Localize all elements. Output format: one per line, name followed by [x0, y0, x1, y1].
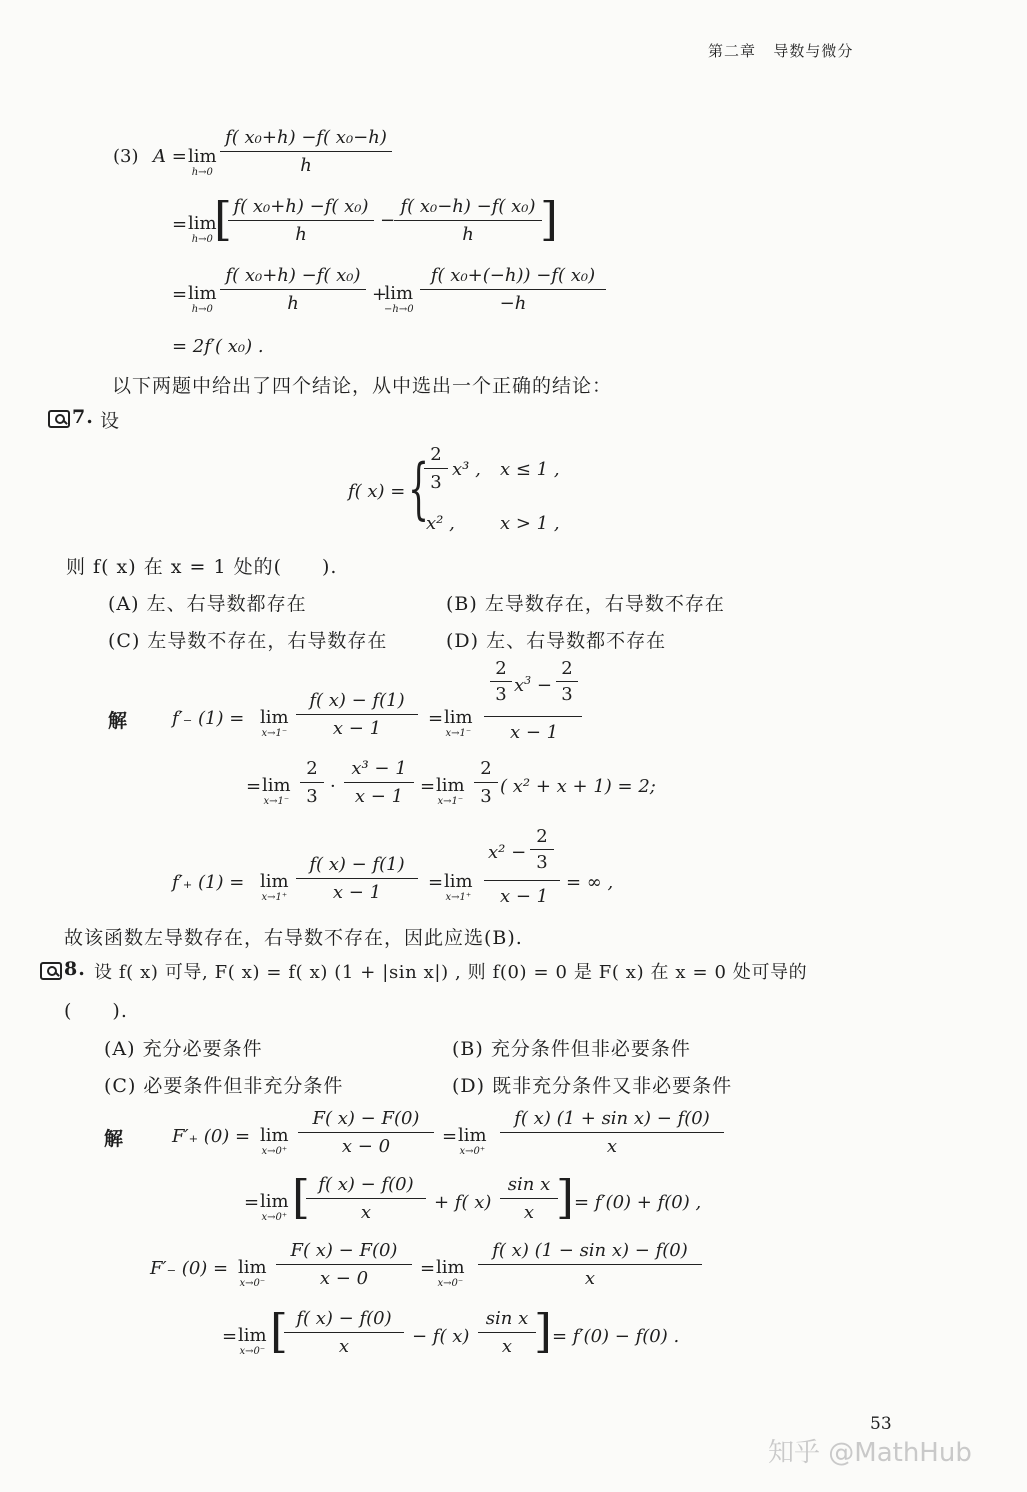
magnifier-note-icon	[40, 962, 62, 980]
fraction: $\frac{f( x) - f(0)}{x}$	[284, 1308, 404, 1357]
option-a: (A) 左、右导数都存在	[108, 593, 307, 615]
conclusion-text: 故该函数左导数存在，右导数不存在，因此应选(B).	[64, 927, 523, 949]
left-bracket: [	[270, 1304, 288, 1358]
lim: lim x→0⁺	[260, 1191, 289, 1223]
magnifier-note-icon	[48, 410, 70, 428]
lim: lim x→0⁻	[238, 1325, 267, 1357]
fraction: $\frac{\text{f( x) (1 − sin x) − f(0)}}{x}$	[478, 1240, 702, 1289]
fraction: $\frac{f( x) - f(1)}{x - 1}$	[296, 854, 418, 903]
fraction: $\frac{\text{x³ − 1}}{x - 1}$	[344, 758, 414, 807]
fraction: $\frac{\text{f( x₀+h) −f( x₀−h)}}{h}$	[220, 127, 392, 176]
fraction: $\frac{\text{sin x}}{x}$	[478, 1308, 536, 1357]
fraction: $\frac{\text{f( x₀+h) −f( x₀)}}{h}$	[220, 265, 366, 314]
lim: lim x→1⁺	[260, 871, 289, 903]
lim: lim x→0⁺	[260, 1125, 289, 1157]
option-b: (B) 充分条件但非必要条件	[452, 1038, 691, 1060]
fraction: $\frac{F( x) - F(0)}{x - 0}$	[298, 1108, 434, 1157]
fraction: $\frac{\text{f( x₀−h) −f( x₀)}}{h}$	[394, 196, 542, 245]
fraction: $\frac{2}{3}$	[474, 758, 498, 807]
left-bracket: [	[292, 1170, 310, 1224]
right-bracket: ]	[556, 1170, 574, 1224]
lim: lim x→1⁻	[260, 707, 289, 739]
lim: lim x→0⁻	[238, 1257, 267, 1289]
fraction: $\frac{\text{sin x}}{x}$	[500, 1174, 558, 1223]
lim: lim x→1⁺	[444, 871, 473, 903]
fraction: $\frac{f( x) - f(0)}{x}$	[306, 1174, 426, 1223]
fraction: $\frac{\text{f( x₀+(−h)) −f( x₀)}}{-h}$	[420, 265, 606, 314]
lim: lim −h→0	[384, 283, 414, 315]
fraction: $\frac{\text{f( x) (1 + sin x) − f(0)}}{x}$	[500, 1108, 724, 1157]
fraction: $\frac{F( x) - F(0)}{x - 0}$	[276, 1240, 412, 1289]
brace: {	[408, 450, 429, 527]
fraction: $\frac{f( x) - f(1)}{x - 1}$	[296, 690, 418, 739]
lim: lim x→1⁻	[262, 775, 291, 807]
option-d: (D) 既非充分条件又非必要条件	[452, 1075, 733, 1097]
right-bracket: ]	[534, 1304, 552, 1358]
option-a: (A) 充分必要条件	[104, 1038, 263, 1060]
intro-text: 以下两题中给出了四个结论，从中选出一个正确的结论：	[112, 375, 613, 397]
lim: lim h→0	[188, 213, 217, 245]
lim: lim h→0	[188, 283, 217, 315]
left-bracket: [	[214, 192, 232, 246]
option-c: (C) 左导数不存在，右导数存在	[108, 630, 388, 652]
lim: lim x→0⁺	[458, 1125, 487, 1157]
option-c: (C) 必要条件但非充分条件	[104, 1075, 344, 1097]
fraction: $\frac{2}{3}$	[530, 826, 554, 873]
chapter-header: 第二章 导数与微分	[708, 42, 854, 60]
lim: lim x→1⁻	[444, 707, 473, 739]
watermark: 知乎 @MathHub	[768, 1438, 972, 1468]
right-bracket: ]	[540, 192, 558, 246]
question-text: 则 f( x) 在 x = 1 处的( ).	[66, 556, 338, 578]
lim: lim h→0	[188, 146, 217, 178]
option-d: (D) 左、右导数都不存在	[446, 630, 667, 652]
page-number: 53	[870, 1414, 892, 1434]
fraction: $\frac{2}{3}$	[300, 758, 324, 807]
fraction: $\frac{\text{f( x₀+h) −f( x₀)}}{h}$	[228, 196, 374, 245]
lim: lim x→1⁻	[436, 775, 465, 807]
fraction: $\frac{2}{3}$	[424, 444, 448, 493]
option-b: (B) 左导数存在，右导数不存在	[446, 593, 725, 615]
lim: lim x→0⁻	[436, 1257, 465, 1289]
